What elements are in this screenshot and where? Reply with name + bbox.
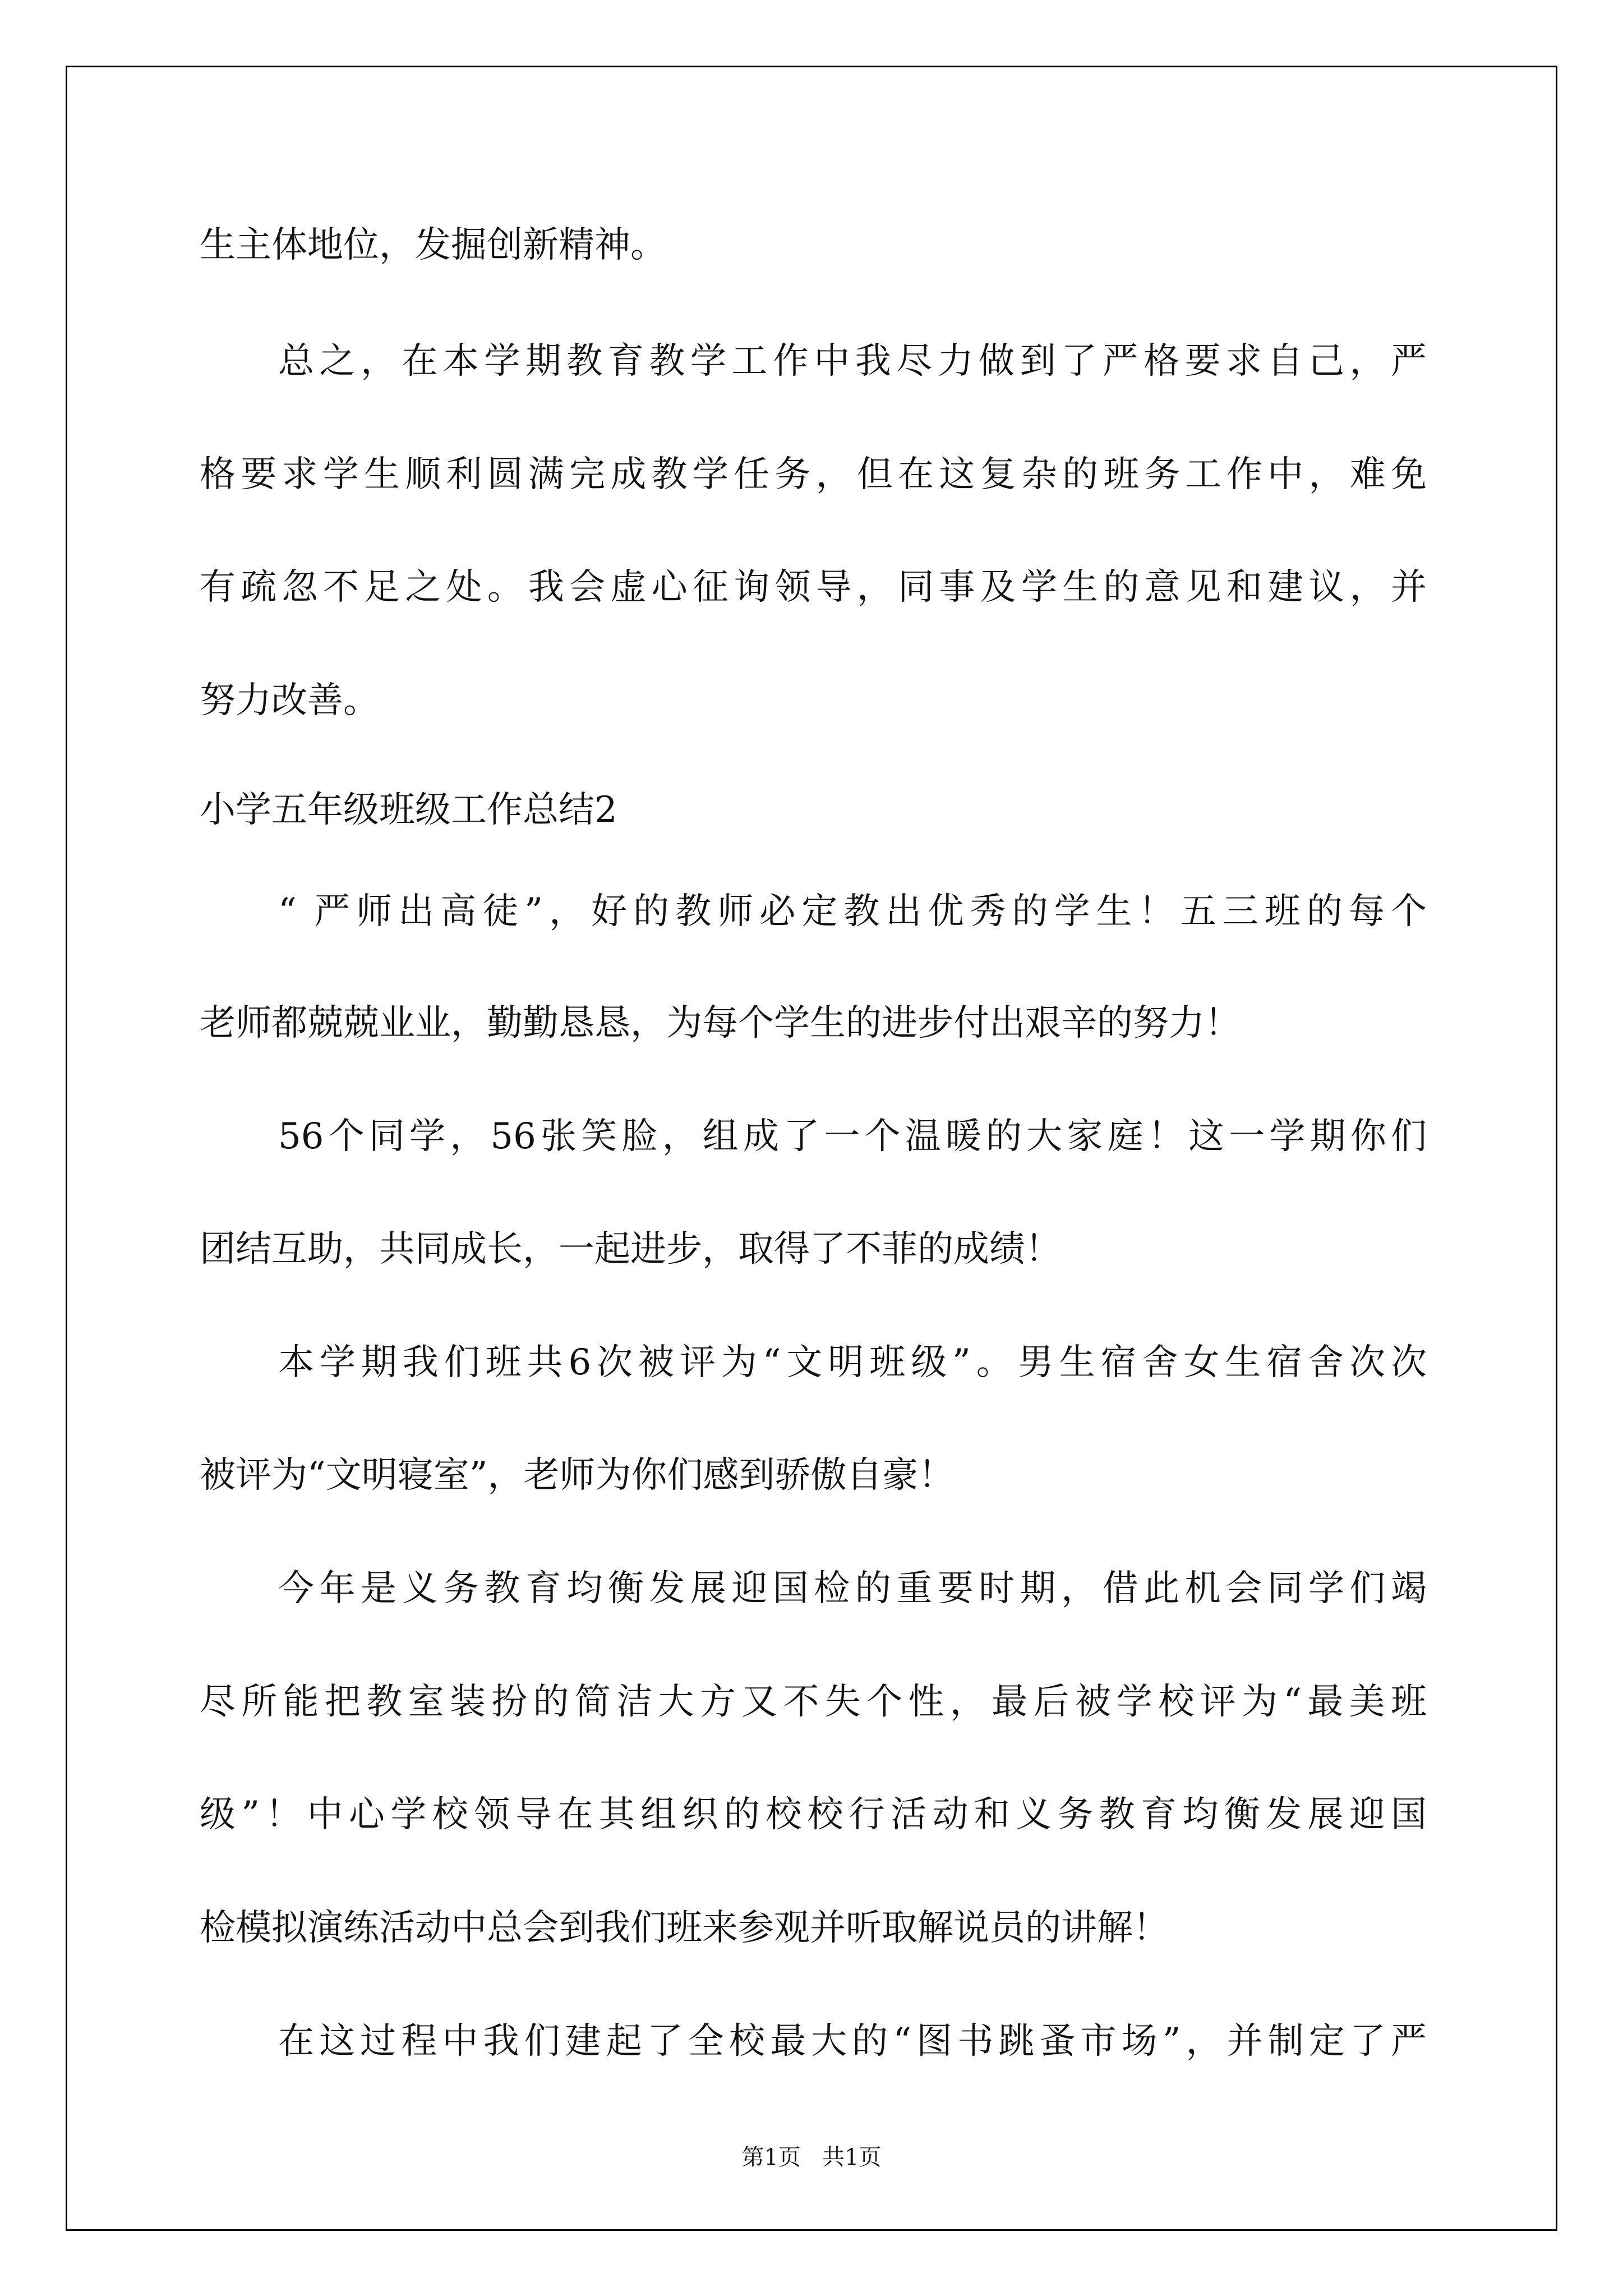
section-heading: 小学五年级班级工作总结2 bbox=[200, 789, 617, 831]
paragraph-line: 被评为“文明寝室”，老师为你们感到骄傲自豪！ bbox=[200, 1455, 955, 1496]
paragraph-line: “ 严师出高徒”，好的教师必定教出优秀的学生！五三班的每个 bbox=[278, 891, 1427, 932]
paragraph-line: 老师都兢兢业业，勤勤恳恳，为每个学生的进步付出艰辛的努力！ bbox=[200, 1002, 1241, 1044]
paragraph-line: 级”！中心学校领导在其组织的校校行活动和义务教育均衡发展迎国 bbox=[200, 1794, 1427, 1835]
paragraph-line: 有疏忽不足之处。我会虚心征询领导，同事及学生的意见和建议，并 bbox=[200, 567, 1427, 608]
paragraph-line: 努力改善。 bbox=[200, 680, 379, 721]
paragraph-line: 生主体地位，发掘创新精神。 bbox=[200, 224, 666, 266]
paragraph-line: 本学期我们班共6次被评为“文明班级”。男生宿舍女生宿舍次次 bbox=[278, 1342, 1427, 1383]
paragraph-line: 总之，在本学期教育教学工作中我尽力做到了严格要求自己，严 bbox=[278, 341, 1427, 382]
paragraph-line: 56个同学，56张笑脸，组成了一个温暖的大家庭！这一学期你们 bbox=[278, 1116, 1427, 1157]
paragraph-line: 团结互助，共同成长，一起进步，取得了不菲的成绩！ bbox=[200, 1228, 1061, 1270]
paragraph-line: 格要求学生顺利圆满完成教学任务，但在这复杂的班务工作中，难免 bbox=[200, 454, 1427, 495]
page-footer: 第1页 共1页 bbox=[741, 2145, 882, 2170]
paragraph-line: 尽所能把教室装扮的简洁大方又不失个性，最后被学校评为“最美班 bbox=[200, 1681, 1427, 1723]
paragraph-line: 检模拟演练活动中总会到我们班来参观并听取解说员的讲解！ bbox=[200, 1907, 1169, 1949]
paragraph-line: 在这过程中我们建起了全校最大的“图书跳蚤市场”，并制定了严 bbox=[278, 2021, 1427, 2062]
paragraph-line: 今年是义务教育均衡发展迎国检的重要时期，借此机会同学们竭 bbox=[278, 1568, 1427, 1609]
